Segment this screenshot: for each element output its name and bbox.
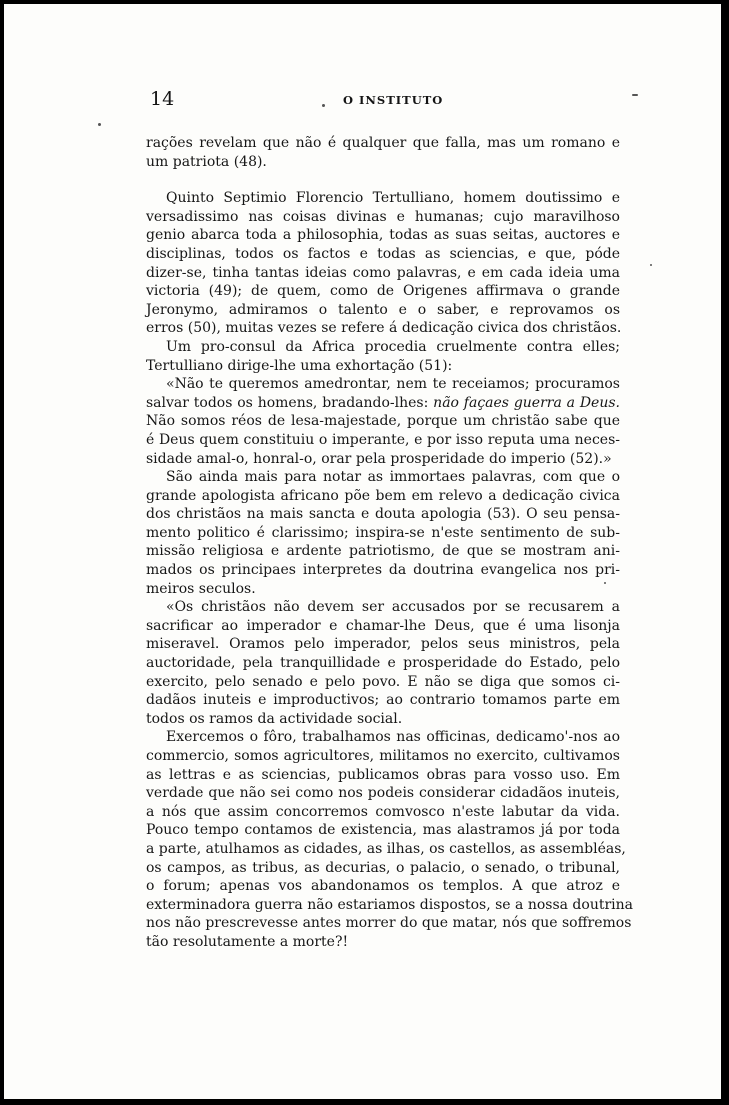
text-line bbox=[146, 394, 620, 413]
text-line: o forum; apenas vos abandonamos os templos. A que atroz e bbox=[146, 878, 620, 895]
running-title: O INSTITUTO bbox=[343, 93, 444, 107]
paper-speck bbox=[98, 123, 101, 126]
text-line: «Não te queremos amedrontar, nem te receiamos; procuramos bbox=[166, 376, 620, 393]
page-header bbox=[150, 88, 620, 114]
text-line: um patriota (48). bbox=[146, 153, 267, 170]
paragraph bbox=[146, 189, 620, 338]
paper-speck bbox=[604, 582, 606, 584]
text-line: nos não prescrevesse antes morrer do que matar, nós que soffremos bbox=[146, 915, 632, 932]
quote-paragraph bbox=[146, 375, 620, 468]
text-line: os campos, as tribus, as decurias, o palacio, o senado, o tribunal, bbox=[146, 859, 620, 876]
paragraph bbox=[146, 338, 620, 375]
text-line: exterminadora guerra não estariamos dispostos, se a nossa doutrina bbox=[146, 896, 633, 913]
paper-speck bbox=[632, 94, 638, 96]
text-line: tão resolutamente a morte?! bbox=[146, 933, 349, 950]
body-text bbox=[146, 134, 633, 952]
text-line: auctoridade, pela tranquillidade e prosperidade do Estado, pelo bbox=[146, 655, 620, 672]
text-line: grande apologista africano põe bem em relevo a dedicação civica bbox=[146, 487, 620, 504]
text-line: disciplinas, todos os factos e todas as sciencias, e que, póde bbox=[146, 245, 620, 262]
text-line: sidade amal-o, honral-o, orar pela prosperidade do imperio (52).» bbox=[146, 450, 612, 467]
text-line: é Deus quem constituiu o imperante, e por isso reputa uma neces- bbox=[146, 431, 620, 448]
text-line: sacrificar ao imperador e chamar-lhe Deus, que é uma lisonja bbox=[146, 617, 620, 634]
text-line: commercio, somos agricultores, militamos no exercito, cultivamos bbox=[146, 748, 620, 764]
text-line: Não somos réos de lesa-majestade, porque um christão sabe que bbox=[146, 413, 620, 430]
page-number: 14 bbox=[150, 88, 175, 110]
italic-phrase: não façaes guerra a Deus. bbox=[433, 394, 620, 411]
text-segment: salvar todos os homens, bradando-lhes: bbox=[146, 394, 434, 411]
paragraph bbox=[146, 134, 620, 171]
text-line: meiros seculos. bbox=[146, 580, 256, 597]
text-line: miseravel. Oramos pelo imperador, pelos seus ministros, pela bbox=[146, 636, 620, 653]
text-line: Tertulliano dirige-lhe uma exhortação (51): bbox=[146, 357, 453, 374]
book-page bbox=[4, 4, 721, 1099]
text-line: Quinto Septimio Florencio Tertulliano, homem doutissimo e bbox=[166, 190, 620, 207]
text-line: verdade que não sei como nos podeis considerar cidadãos inuteis, bbox=[146, 785, 620, 802]
text-line: todos os ramos da actividade social. bbox=[146, 710, 403, 727]
text-line: dizer-se, tinha tantas ideias como palavras, e em cada ideia uma bbox=[146, 264, 620, 281]
text-line: missão religiosa e ardente patriotismo, de que se mostram ani- bbox=[146, 543, 620, 560]
text-line: versadissimo nas coisas divinas e humanas; cujo maravilhoso bbox=[146, 208, 620, 225]
text-line: genio abarca toda a philosophia, todas as suas seitas, auctores e bbox=[146, 227, 620, 244]
text-line: mento politico é clarissimo; inspira-se n'este sentimento de sub- bbox=[146, 524, 620, 541]
text-line: exercito, pelo senado e pelo povo. E não se diga que somos ci- bbox=[146, 673, 620, 690]
quote-paragraph bbox=[146, 598, 620, 728]
text-line: erros (50), muitas vezes se refere á dedicação civica dos christãos. bbox=[146, 320, 622, 337]
text-line: Pouco tempo contamos de existencia, mas alastramos já por toda bbox=[146, 822, 620, 839]
paragraph bbox=[146, 468, 620, 598]
text-line: Jeronymo, admiramos o talento e o saber, e reprovamos os bbox=[146, 301, 620, 318]
text-line: São ainda mais para notar as immortaes palavras, com que o bbox=[166, 469, 620, 486]
text-line: Um pro-consul da Africa procedia cruelmente contra elles; bbox=[166, 338, 620, 355]
text-line: Exercemos o fôro, trabalhamos nas officinas, dedicamo'-nos ao bbox=[166, 729, 620, 746]
text-line: mados os principaes interpretes da doutrina evangelica nos pri- bbox=[146, 562, 620, 579]
paper-speck bbox=[650, 264, 652, 266]
text-line: «Os christãos não devem ser accusados por se recusarem a bbox=[166, 599, 620, 616]
text-line: dos christãos na mais sancta e douta apologia (53). O seu pensa- bbox=[146, 506, 620, 523]
text-line: a parte, atulhamos as cidades, as ilhas, os castellos, as assembléas, bbox=[146, 840, 626, 857]
paper-speck bbox=[322, 104, 325, 107]
text-line: dadãos inuteis e improductivos; ao contrario tomamos parte em bbox=[146, 692, 620, 709]
paragraph bbox=[146, 728, 633, 951]
text-line: a nós que assim concorremos comvosco n'este labutar da vida. bbox=[146, 803, 620, 820]
text-line: rações revelam que não é qualquer que falla, mas um romano e bbox=[146, 135, 620, 151]
text-line: victoria (49); de quem, como de Origenes affirmava o grande bbox=[146, 283, 620, 300]
text-line: as lettras e as sciencias, publicamos obras para vosso uso. Em bbox=[146, 766, 620, 783]
